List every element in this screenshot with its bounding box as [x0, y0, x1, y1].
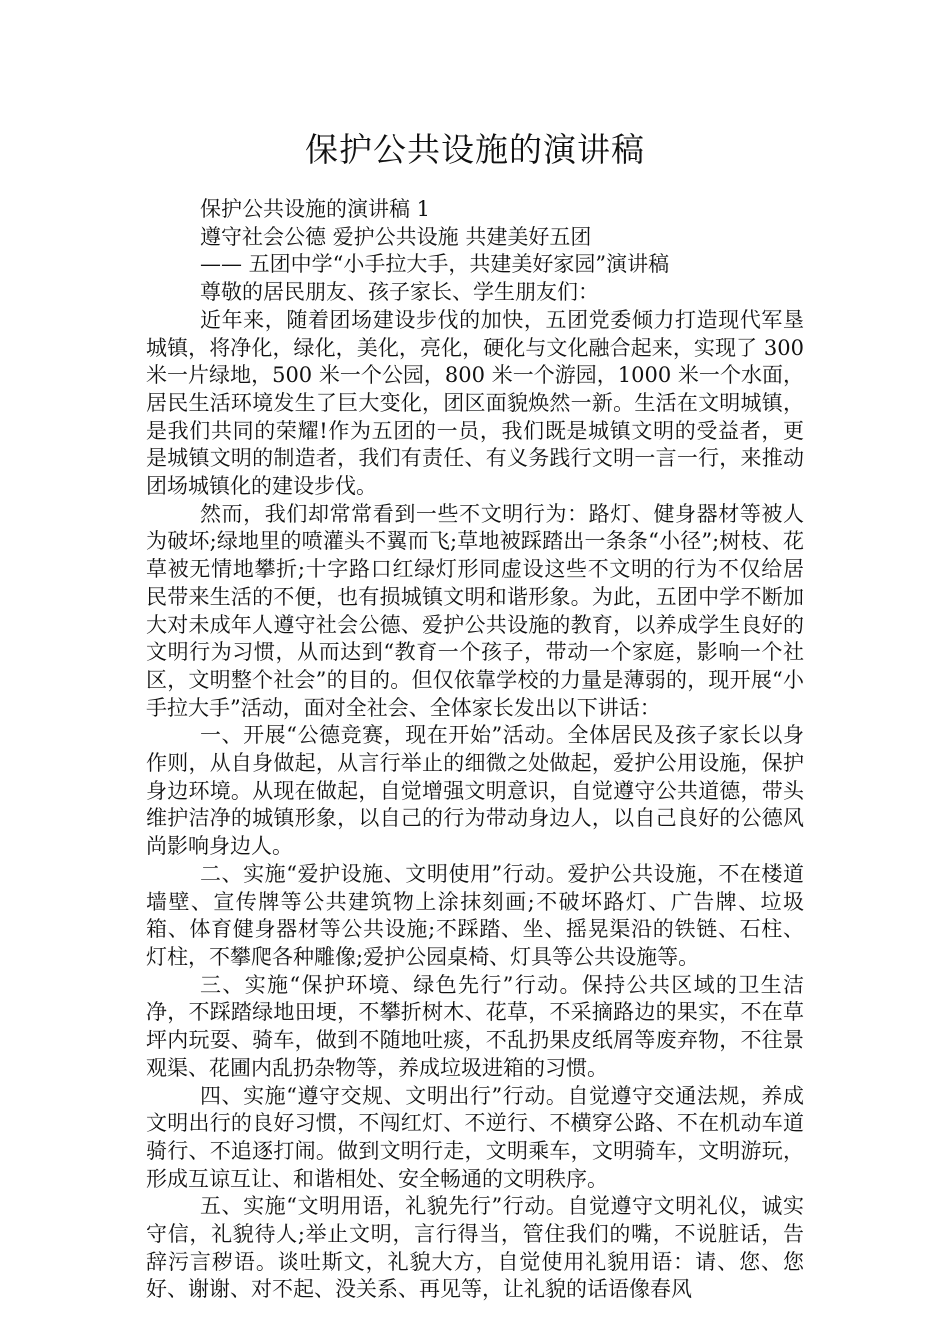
paragraph-point-4: 四、实施“遵守交规、文明出行”行动。自觉遵守交通法规，养成文明出行的良好习惯，不闯红灯、不逆行、不横穿公路、不在机动车道骑行、不追逐打闹。做到文明行走，文明乘车，文明骑车，文明游玩，形成互谅互让、和谐相处、安全畅通的文明秩序。	[146, 1083, 804, 1191]
theme-line: 遵守社会公德 爱护公共设施 共建美好五团	[200, 224, 592, 249]
paragraph-point-3: 三、实施“保护环境、绿色先行”行动。保持公共区域的卫生洁净，不踩踏绿地田埂，不攀折树木、花草，不采摘路边的果实，不在草坪内玩耍、骑车，做到不随地吐痰，不乱扔果皮纸屑等废弃物，不往景观渠、花圃内乱扔杂物等，养成垃圾进箱的习惯。	[146, 972, 804, 1080]
document-body	[146, 196, 804, 1304]
salutation-line: 尊敬的居民朋友、孩子家长、学生朋友们：	[200, 280, 599, 305]
paragraph-problems: 然而，我们却常常看到一些不文明行为：路灯、健身器材等被人为破坏;绿地里的喷灌头不翼而飞;草地被踩踏出一条条“小径”;树枝、花草被无情地攀折;十字路口红绿灯形同虚设这些不文明的行为不仅给居民带来生活的不便，也有损城镇文明和谐形象。为此，五团中学不断加大对未成年人遵守社会公德、爱护公共设施的教育，以养成学生良好的文明行为习惯，从而达到“教育一个孩子，带动一个家庭，影响一个社区，文明整个社会”的目的。但仅依靠学校的力量是薄弱的，现开展“小手拉大手”活动，面对全社会、全体家长发出以下讲话：	[146, 501, 804, 720]
paragraph-point-5: 五、实施“文明用语，礼貌先行”行动。自觉遵守文明礼仪，诚实守信，礼貌待人;举止文明，言行得当，管住我们的嘴，不说脏话，告辞污言秽语。谈吐斯文，礼貌大方，自觉使用礼貌用语：请、您、您好、谢谢、对不起、没关系、再见等，让礼貌的话语像春风	[146, 1194, 804, 1302]
page-title: 保护公共设施的演讲稿	[305, 130, 645, 169]
paragraph-intro: 近年来，随着团场建设步伐的加快，五团党委倾力打造现代军垦城镇，将净化，绿化，美化，亮化，硬化与文化融合起来，实现了 300 米一片绿地，500 米一个公园，800 米一个游园，1000 米一个水面，居民生活环境发生了巨大变化，团区面貌焕然一新。生活在文明城镇，是我们共同的荣耀!作为五团的一员，我们既是城镇文明的受益者，更是城镇文明的制造者，我们有责任、有义务践行文明一言一行，来推动团场城镇化的建设步伐。	[146, 307, 804, 499]
speech-heading-line: —— 五团中学“小手拉大手，共建美好家园”演讲稿	[200, 252, 670, 277]
paragraph-point-1: 一、开展“公德竞赛，现在开始”活动。全体居民及孩子家长以身作则，从自身做起，从言行举止的细微之处做起，爱护公用设施，保护身边环境。从现在做起，自觉增强文明意识，自觉遵守公共道德，带头维护洁净的城镇形象，以自己的行为带动身边人，以自己良好的公德风尚影响身边人。	[146, 723, 804, 859]
subtitle-line: 保护公共设施的演讲稿 1	[200, 197, 431, 221]
paragraph-point-2: 二、实施“爱护设施、文明使用”行动。爱护公共设施，不在楼道墙壁、宣传牌等公共建筑物上涂抹刻画;不破坏路灯、广告牌、垃圾箱、体育健身器材等公共设施;不踩踏、坐、摇晃渠沿的铁链、石柱、灯柱，不攀爬各种雕像;爱护公园桌椅、灯具等公共设施等。	[146, 861, 804, 969]
